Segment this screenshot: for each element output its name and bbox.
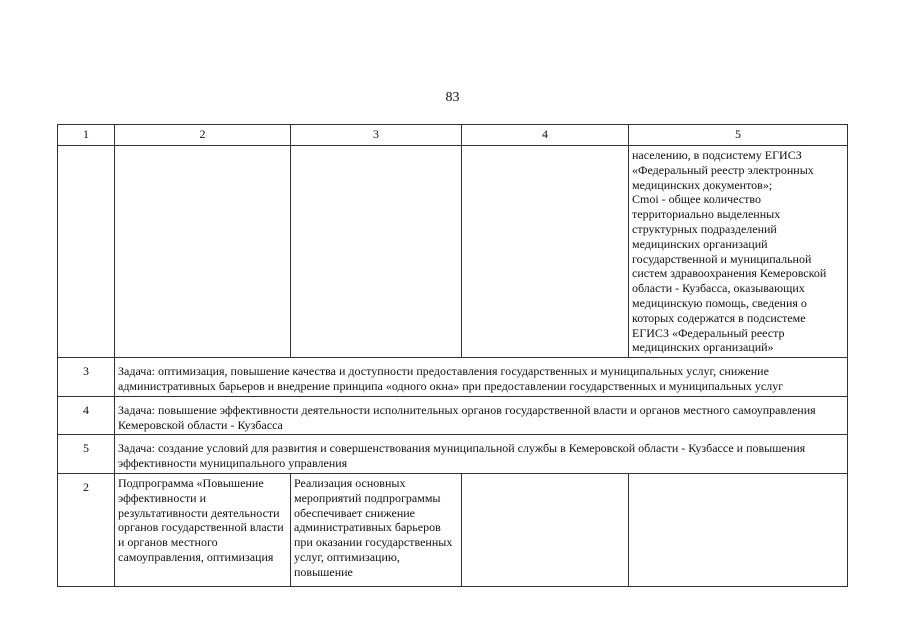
header-cell-2: 2 — [115, 125, 291, 146]
header-cell-4: 4 — [462, 125, 629, 146]
cell-empty — [58, 146, 115, 358]
task-text: Задача: оптимизация, повышение качества и доступности предоставления государственных и муниципальных услуг, снижение административных барьеров и внедрение принципа «одного окна» при предоставлении государственных и муниципальных услуг — [115, 358, 848, 397]
header-cell-1: 1 — [58, 125, 115, 146]
subprogram-name: Подпрограмма «Повышение эффективности и результативности деятельности органов государственной власти и органов местного самоуправления, оптимизация — [115, 473, 291, 586]
task-text: Задача: создание условий для развития и совершенствования муниципальной службы в Кемеровской области - Кузбассе и повышения эффективности муниципального управления — [115, 435, 848, 474]
table-header-row — [58, 125, 848, 146]
table-row-task — [58, 358, 848, 397]
indicator-description-cell — [629, 146, 848, 358]
cell-empty — [629, 473, 848, 586]
cell-empty — [462, 473, 629, 586]
table-row-task — [58, 435, 848, 474]
program-table — [57, 124, 848, 587]
table-row-task — [58, 396, 848, 435]
subprogram-number: 2 — [58, 473, 115, 586]
subprogram-description: Реализация основных мероприятий подпрограммы обеспечивает снижение административных барьеров при оказании государственных услуг, оптимизацию, повышение — [291, 473, 462, 586]
task-number: 5 — [58, 435, 115, 474]
table-row-subprogram — [58, 473, 848, 586]
cell-empty — [115, 146, 291, 358]
task-text: Задача: повышение эффективности деятельности исполнительных органов государственной власти и органов местного самоуправления Кемеровской области - Кузбасса — [115, 396, 848, 435]
cell-empty — [291, 146, 462, 358]
cell-empty — [462, 146, 629, 358]
indicator-description-text: населению, в подсистему ЕГИСЗ «Федеральный реестр электронных медицинских документов»; Cmoi - общее количество территориально выделенных структурных подразделений медицинских организаций государственной и муниципальной систем здравоохранения Кемеровской области - Кузбасса, оказывающих медицинскую помощь, сведения о которых содержатся в подсистеме ЕГИСЗ «Федеральный реестр медицинских организаций» — [632, 148, 827, 355]
page-number: 83 — [445, 90, 460, 105]
header-cell-5: 5 — [629, 125, 848, 146]
header-cell-3: 3 — [291, 125, 462, 146]
table-row-continuation — [58, 146, 848, 358]
task-number: 3 — [58, 358, 115, 397]
task-number: 4 — [58, 396, 115, 435]
